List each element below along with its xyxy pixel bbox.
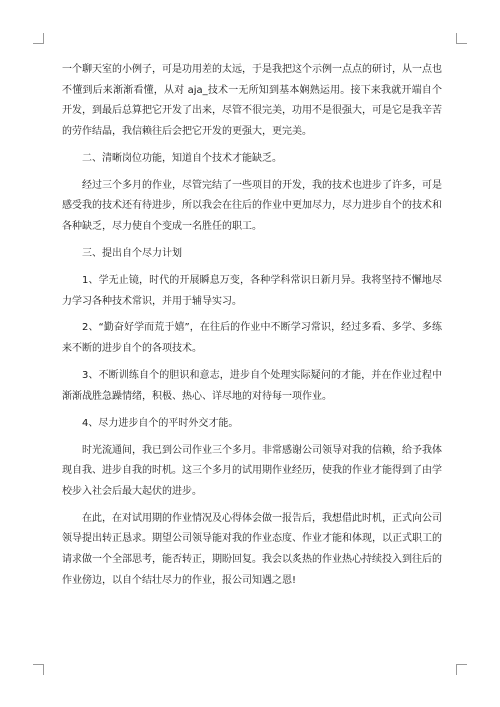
plan-item-4: 4、尽力进步自个的平时外交才能。	[82, 417, 239, 429]
section-heading-2: 二、清晰岗位功能，知道自个技术才能缺乏。	[82, 152, 282, 164]
document-body	[62, 60, 442, 598]
plan-item-1: 1、学无止镜，时代的开展瞬息万变，各种学科常识日新月异。我将坚持不懈地尽力学习各种技术常识，并用于辅导实习。	[62, 274, 442, 307]
plan-item-2: 2、“勤奋好学而荒于嬉”，在往后的作业中不断学习常识，经过多看、多学、多练来不断的进步自个的各项技术。	[62, 322, 442, 355]
corner-mark-bottom-left	[33, 664, 44, 675]
section-heading-3: 三、提出自个尽力计划	[82, 247, 182, 259]
corner-mark-top-left	[33, 33, 44, 44]
paragraph-progress: 经过三个多月的作业，尽管完结了一些项目的开发，我的技术也进步了许多，可是感受我的技术还有待进步，所以我会在往后的作业中更加尽力，尽力进步自个的技术和各种缺乏，尽力使自个变成一名胜任的职工。	[62, 179, 442, 232]
plan-item-3: 3、不断训练自个的胆识和意志，进步自个处理实际疑问的才能，并在作业过程中渐渐战胜急躁情绪，积极、热心、详尽地的对待每一项作业。	[62, 370, 442, 402]
paragraph-conclusion: 在此，在对试用期的作业情况及心得体会做一报告后，我想借此时机，正式向公司领导提出转正恳求。期望公司领导能对我的作业态度、作业才能和体现，以正式职工的请求做一个全部思考，能否转正，期盼回复。我会以炙热的作业热心持续投入到往后的作业傍边，以自个结壮尽力的作业，报公司知遇之恩!	[62, 512, 442, 586]
paragraph-reflection: 时光流通间，我已到公司作业三个多月。非常感谢公司领导对我的信赖，给予我体现自我、进步自我的时机。这三个多月的试用期作业经历，使我的作业才能得到了由学校步入社会后最大起伏的进步。	[62, 444, 442, 497]
paragraph-intro-continuation: 一个聊天室的小例子，可是功用差的太远，于是我把这个示例一点点的研讨，从一点也不懂到后来渐渐看懂，从对 aja_技术一无所知到基本娴熟运用。接下来我就开端自个开发，到最后总算把它开发了出来，尽管不很完美，功用不是很强大，可是它是我辛苦的劳作结晶，我信赖往后会把它开发的更强大，更完美。	[62, 64, 442, 137]
corner-mark-bottom-right	[456, 664, 467, 675]
corner-mark-top-right	[456, 33, 467, 44]
